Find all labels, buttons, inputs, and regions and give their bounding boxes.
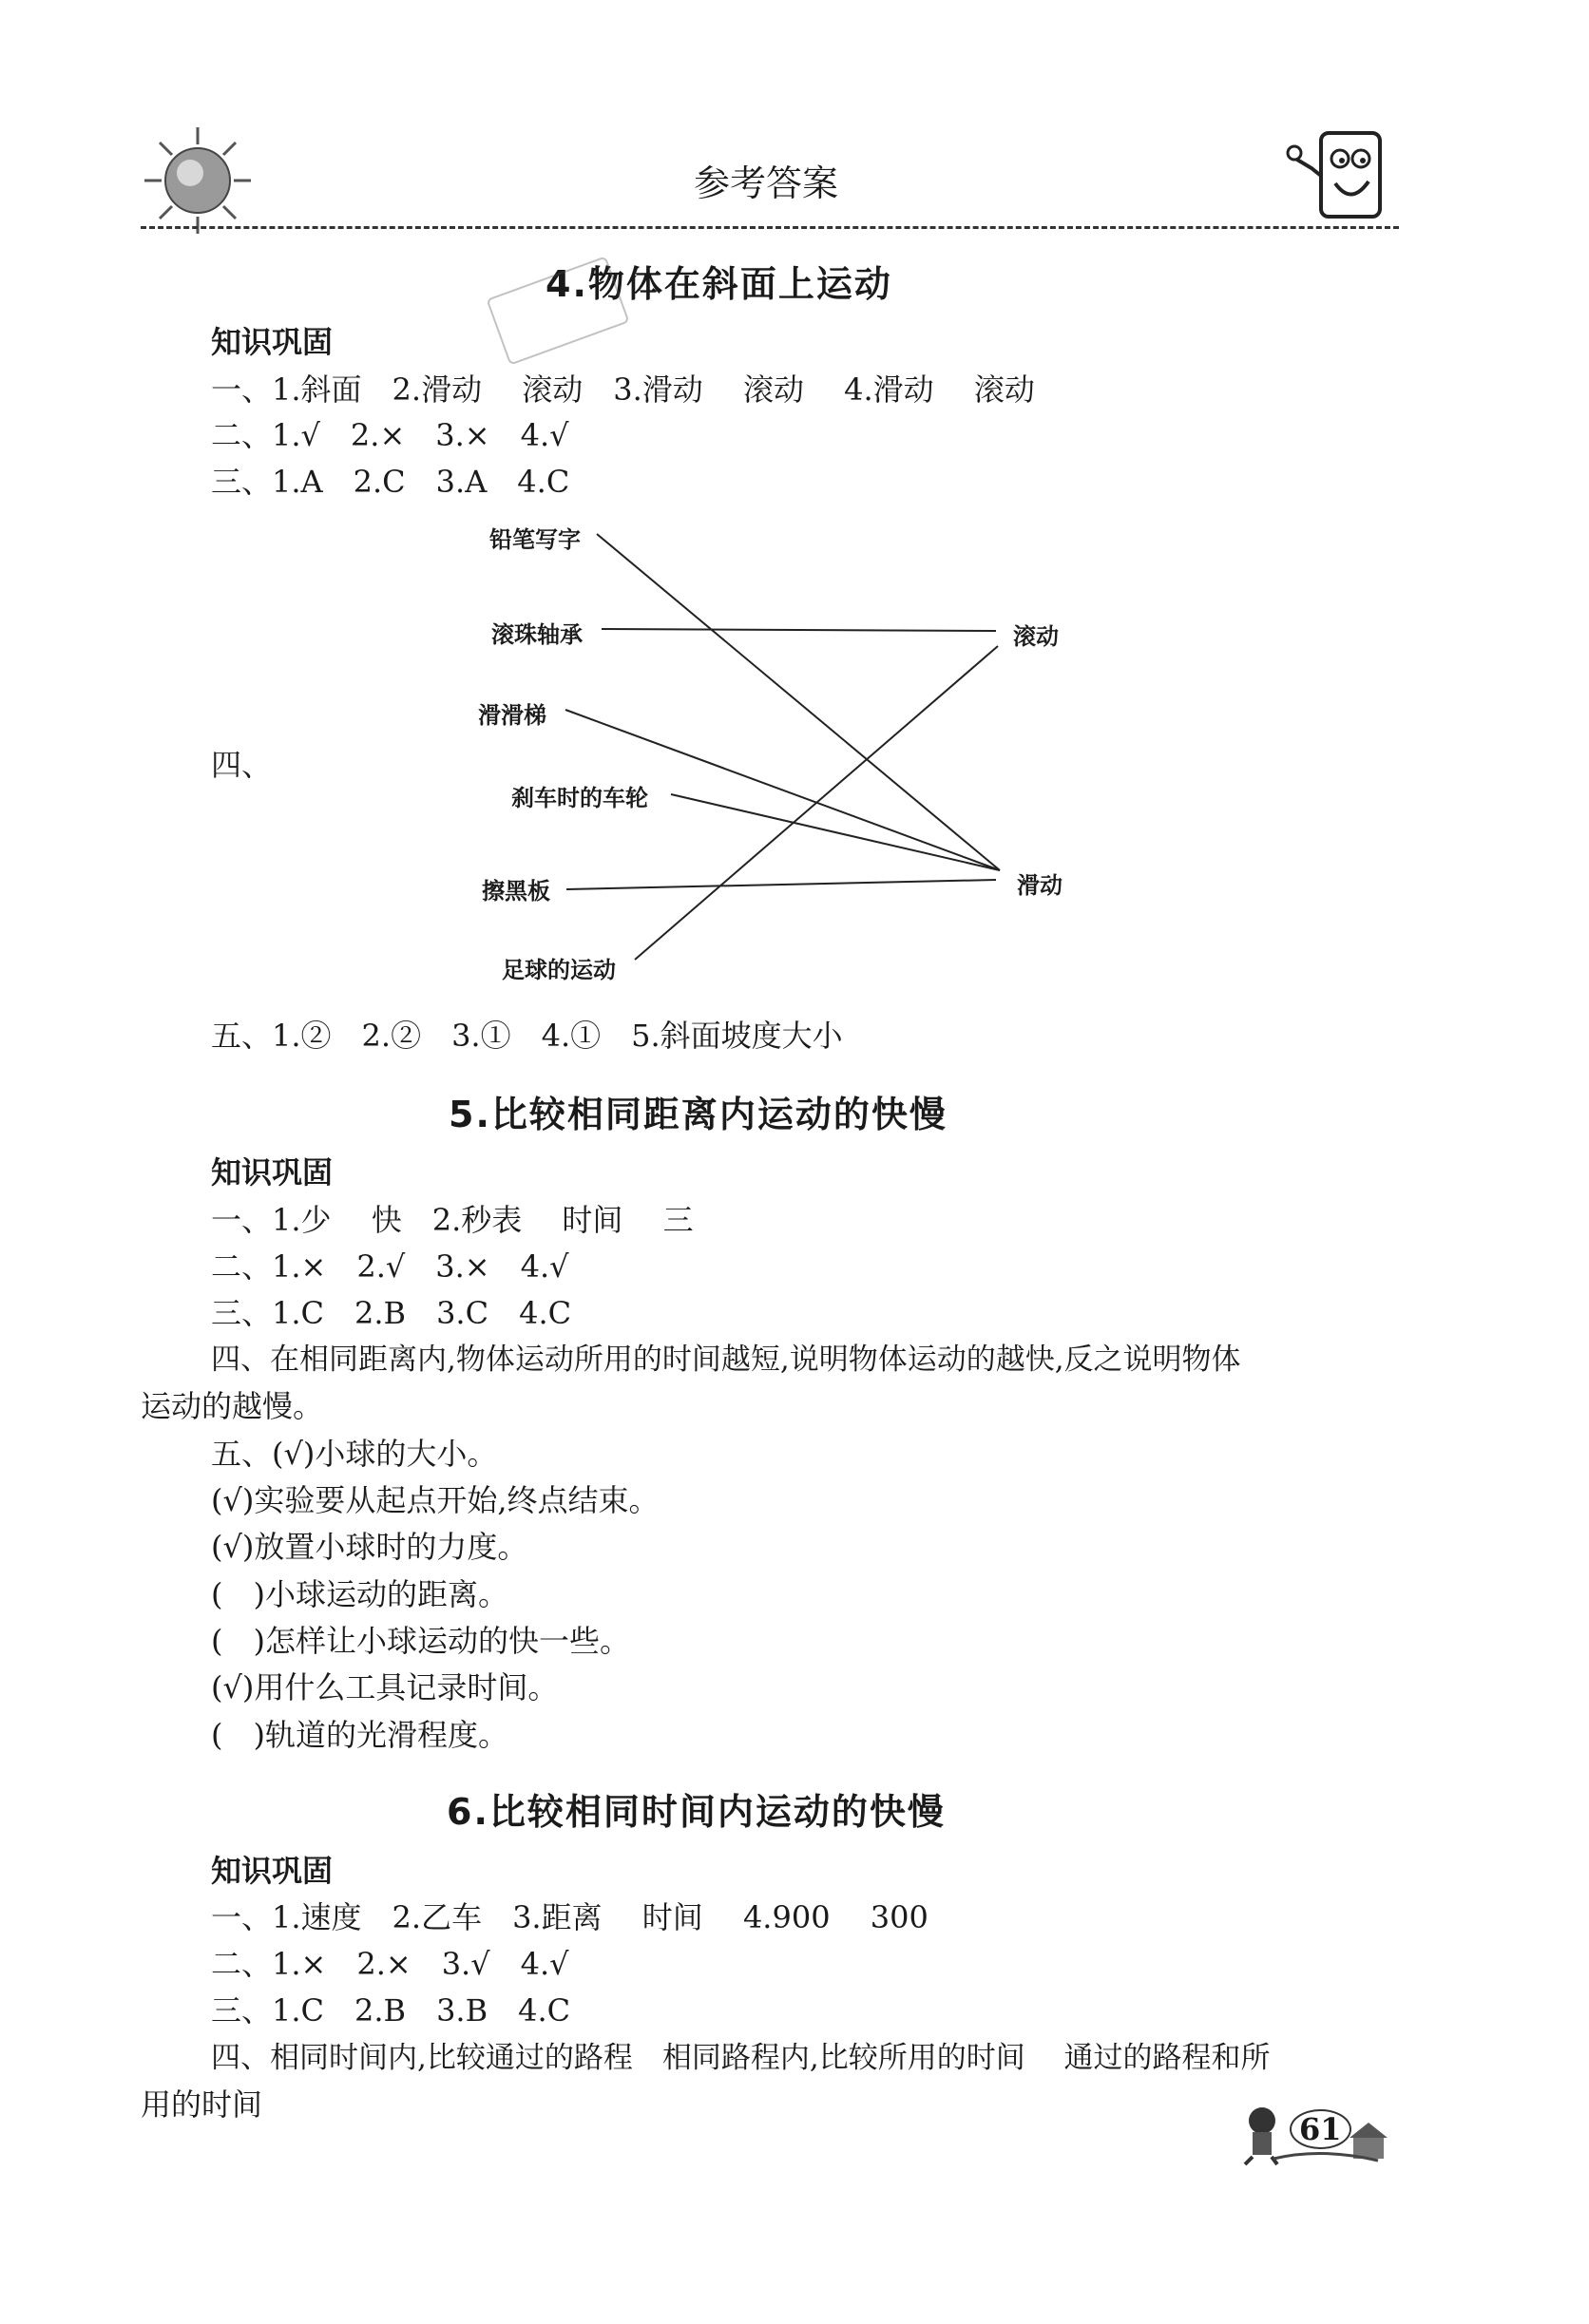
section4-q2: 二、1.√ 2.× 3.× 4.√ <box>211 417 569 453</box>
section5-q1: 一、1.少 快 2.秒表 时间 三 <box>211 1202 694 1238</box>
section5-q4-line1: 四、在相同距离内,物体运动所用的时间越短,说明物体运动的越快,反之说明物体 <box>211 1343 1241 1377</box>
section4-title: 4.物体在斜面上运动 <box>546 263 892 305</box>
section5-q5-item-5: ( )怎样让小球运动的快一些。 <box>211 1623 630 1659</box>
section6-q2: 二、1.× 2.× 3.√ 4.√ <box>211 1946 569 1982</box>
section4-q4-label: 四、 <box>211 747 273 783</box>
section5-q5-item-4: ( )小球运动的距离。 <box>211 1576 508 1612</box>
section6-q1: 一、1.速度 2.乙车 3.距离 时间 4.900 300 <box>211 1899 929 1935</box>
section5-q5-item-3: (√)放置小球时的力度。 <box>211 1529 528 1565</box>
matching-left-2: 滚珠轴承 <box>491 621 583 648</box>
matching-right-sliding: 滑动 <box>1017 872 1063 899</box>
section4-knowledge-heading: 知识巩固 <box>211 324 334 360</box>
section5-q5-item-6: (√)用什么工具记录时间。 <box>211 1669 559 1705</box>
matching-left-3: 滑滑梯 <box>478 702 546 729</box>
matching-left-5: 擦黑板 <box>482 878 550 905</box>
line-bearing-to-rolling <box>602 629 996 631</box>
section4-q1: 一、1.斜面 2.滑动 滚动 3.滑动 滚动 4.滑动 滚动 <box>211 371 1035 408</box>
section5-q2: 二、1.× 2.√ 3.× 4.√ <box>211 1248 569 1285</box>
section5-q5-item-2: (√)实验要从起点开始,终点结束。 <box>211 1482 660 1518</box>
section5-knowledge-heading: 知识巩固 <box>211 1154 334 1191</box>
section6-q3: 三、1.C 2.B 3.B 4.C <box>211 1992 571 2029</box>
section5-title: 5.比较相同距离内运动的快慢 <box>449 1094 948 1135</box>
page-number: 61 <box>1290 2109 1351 2149</box>
line-blackboard-to-sliding <box>566 880 996 889</box>
section5-q3: 三、1.C 2.B 3.C 4.C <box>211 1295 572 1331</box>
matching-left-6: 足球的运动 <box>502 957 616 983</box>
matching-right-rolling: 滚动 <box>1013 623 1059 650</box>
section6-knowledge-heading: 知识巩固 <box>211 1853 334 1889</box>
line-brake-to-sliding <box>671 794 1000 870</box>
line-pencil-to-sliding <box>597 534 1000 870</box>
section6-q4-line2: 用的时间 <box>141 2086 263 2123</box>
section6-q4-line1: 四、相同时间内,比较通过的路程 相同路程内,比较所用的时间 通过的路程和所 <box>211 2041 1271 2075</box>
line-football-to-rolling <box>635 646 998 960</box>
matching-left-1: 铅笔写字 <box>489 526 581 553</box>
section5-q4-line2: 运动的越慢。 <box>141 1388 324 1424</box>
header-title: 参考答案 <box>694 162 839 204</box>
section4-q5: 五、1.② 2.② 3.① 4.① 5.斜面坡度大小 <box>211 1018 843 1054</box>
matching-lines <box>0 0 1589 1045</box>
section4-q3: 三、1.A 2.C 3.A 4.C <box>211 464 570 500</box>
section5-q5-item-7: ( )轨道的光滑程度。 <box>211 1717 508 1753</box>
section5-q5-item-1: 五、(√)小球的大小。 <box>211 1436 498 1472</box>
matching-left-4: 刹车时的车轮 <box>511 785 648 811</box>
section6-title: 6.比较相同时间内运动的快慢 <box>447 1791 946 1833</box>
line-slide-to-sliding <box>565 710 1000 870</box>
